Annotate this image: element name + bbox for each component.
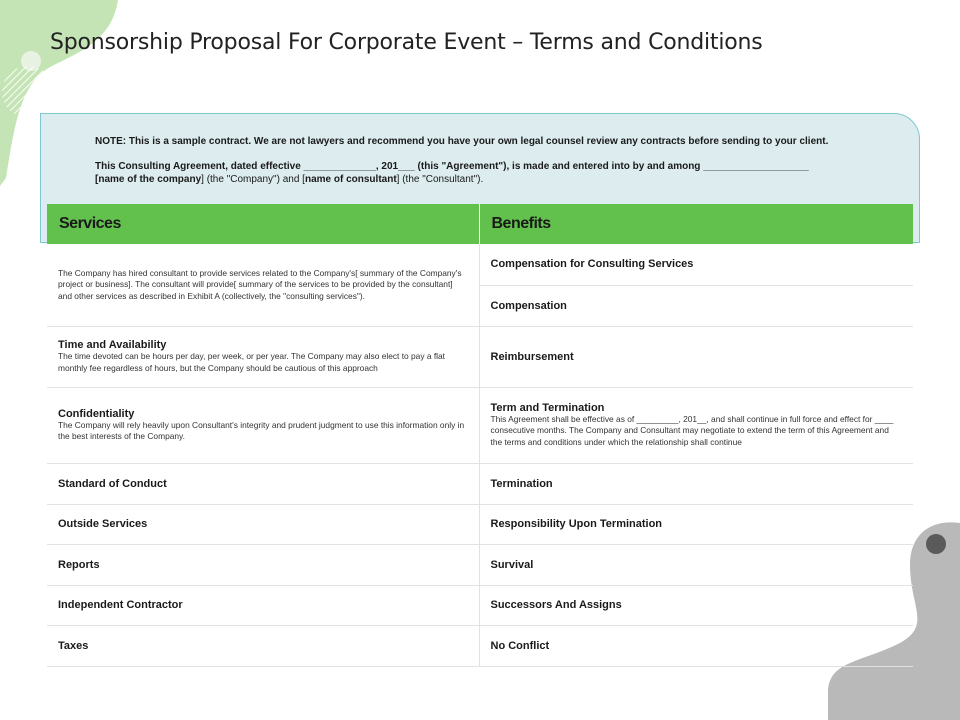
service-title: Independent Contractor bbox=[58, 599, 183, 611]
benefit-title: Term and Termination bbox=[490, 401, 605, 414]
agreement-parties bbox=[95, 173, 895, 186]
service-title: Time and Availability bbox=[58, 339, 167, 351]
benefit-title: Reimbursement bbox=[490, 350, 574, 363]
benefit-cell bbox=[479, 326, 913, 387]
service-cell bbox=[47, 544, 479, 585]
service-cell bbox=[47, 463, 479, 504]
terms-table bbox=[47, 204, 913, 667]
service-title: Reports bbox=[58, 558, 100, 571]
service-cell bbox=[47, 387, 479, 463]
service-cell bbox=[47, 504, 479, 544]
service-cell bbox=[47, 585, 479, 625]
benefit-body: This Agreement shall be effective as of _________, 201__, and shall continue in full force and effect for ____ consecutive months. The Company and Consultant may negotiate to extend the term of this Agreement and the terms and conditions under which the relationship shall continue bbox=[490, 413, 894, 447]
service-title: Confidentiality bbox=[58, 407, 135, 420]
benefit-title: Compensation bbox=[490, 299, 567, 312]
benefit-cell bbox=[479, 285, 913, 326]
benefit-cell bbox=[479, 585, 913, 625]
benefit-cell bbox=[479, 504, 913, 544]
benefit-cell bbox=[479, 244, 913, 285]
benefit-title: Survival bbox=[490, 558, 534, 571]
benefit-cell bbox=[479, 463, 913, 504]
parties-text-1: ] (the "Company") and [ bbox=[201, 174, 305, 185]
service-body: The time devoted can be hours per day, per week, or per year. The Company may also elect to pay a flat monthly fee regardless of hours, but the Company should be cautious of this approach bbox=[58, 351, 446, 373]
benefit-cell bbox=[479, 544, 913, 585]
parties-text-2: ] (the "Consultant"). bbox=[396, 174, 484, 185]
service-title: Standard of Conduct bbox=[58, 477, 167, 490]
benefit-title: No Conflict bbox=[490, 639, 550, 652]
company-placeholder: [name of the company bbox=[95, 174, 202, 185]
service-body: The Company will rely heavily upon Consultant's integrity and prudent judgment to use this information only in the best interests of the Company. bbox=[58, 419, 465, 441]
benefit-title: Responsibility Upon Termination bbox=[490, 518, 663, 530]
note-disclaimer: NOTE: This is a sample contract. We are not lawyers and recommend you have your own legal counsel review any contracts before sending to your client. bbox=[95, 136, 829, 147]
benefits-header: Benefits bbox=[479, 204, 913, 244]
benefit-title: Successors And Assigns bbox=[490, 599, 622, 611]
services-header: Services bbox=[47, 204, 479, 244]
benefit-cell bbox=[479, 625, 913, 666]
agreement-intro: This Consulting Agreement, dated effective _____________, 201___ (this "Agreement"), is made and entered into by and among ___________________ bbox=[95, 161, 809, 172]
service-title: Taxes bbox=[58, 639, 89, 652]
page-title: Sponsorship Proposal For Corporate Event – Terms and Conditions bbox=[50, 30, 763, 55]
service-body: The Company has hired consultant to provide services related to the Company's[ summary of the Company's project or business]. The consultant will provide[ summary of the services to be provided by the consultant] and other services as described in Exhibit A (collectively, the "consulting services"). bbox=[58, 267, 462, 301]
service-title: Outside Services bbox=[58, 518, 148, 530]
benefit-title: Compensation for Consulting Services bbox=[490, 258, 694, 271]
benefit-title: Termination bbox=[490, 477, 553, 490]
service-cell bbox=[47, 244, 479, 326]
service-cell bbox=[47, 326, 479, 387]
consultant-placeholder: name of consultant bbox=[304, 174, 397, 185]
service-cell bbox=[47, 625, 479, 666]
benefit-cell bbox=[479, 387, 913, 463]
